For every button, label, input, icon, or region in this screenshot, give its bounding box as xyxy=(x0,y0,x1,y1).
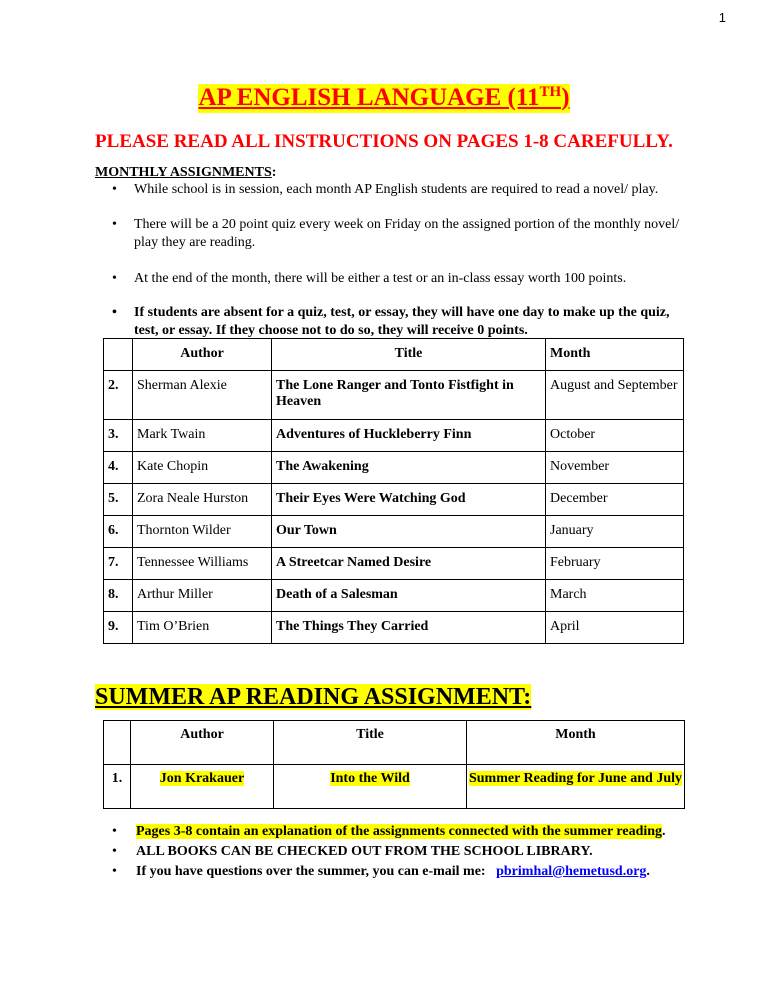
table-row xyxy=(104,452,684,484)
table-row xyxy=(104,580,684,612)
row-month: August and September xyxy=(546,371,684,420)
table-header-num xyxy=(104,339,133,371)
final-bullet: • ALL BOOKS CAN BE CHECKED OUT FROM THE SCHOOL LIBRARY. xyxy=(112,843,712,863)
page-title xyxy=(0,84,768,113)
table-row xyxy=(104,420,684,452)
summer-reading-heading xyxy=(95,684,531,711)
row-title: Our Town xyxy=(272,516,546,548)
table-header-title: Title xyxy=(272,339,546,371)
row-author: Tim O’Brien xyxy=(133,612,272,644)
row-author: Mark Twain xyxy=(133,420,272,452)
row-month: November xyxy=(546,452,684,484)
monthly-bullet: • If students are absent for a quiz, test, or essay, they will have one day to make up the quiz, test, or essay. If they choose not to do so, they will receive 0 points. xyxy=(112,304,692,340)
table-header-row xyxy=(104,721,685,765)
monthly-bullet: • There will be a 20 point quiz every week on Friday on the assigned portion of the monthly novel/ play they are reading. xyxy=(112,216,692,252)
row-title: Death of a Salesman xyxy=(272,580,546,612)
contact-text: If you have questions over the summer, you can e-mail me: xyxy=(136,864,486,879)
row-author: Kate Chopin xyxy=(133,452,272,484)
table-header-month: Month xyxy=(546,339,684,371)
row-number: 5. xyxy=(104,484,133,516)
email-link[interactable]: pbrimhal@hemetusd.org xyxy=(496,864,647,879)
bullet-period: . xyxy=(662,824,666,839)
table-header-num xyxy=(104,721,131,765)
summer-heading-text: SUMMER AP READING ASSIGNMENT: xyxy=(95,684,532,710)
title-text: AP ENGLISH LANGUAGE (11 xyxy=(198,84,540,111)
monthly-bullet: • At the end of the month, there will be either a test or an in-class essay worth 100 points. xyxy=(112,270,692,288)
final-bullet-list xyxy=(112,823,712,883)
bullet-period: . xyxy=(646,864,650,879)
summer-author: Jon Krakauer xyxy=(159,771,245,786)
row-number: 2. xyxy=(104,371,133,420)
row-title xyxy=(274,765,467,809)
row-month xyxy=(467,765,685,809)
final-bullet xyxy=(112,823,712,843)
row-author xyxy=(131,765,274,809)
instructions-banner: PLEASE READ ALL INSTRUCTIONS ON PAGES 1-8 CAREFULLY. xyxy=(95,131,673,152)
row-title: The Awakening xyxy=(272,452,546,484)
row-author: Tennessee Williams xyxy=(133,548,272,580)
row-number: 3. xyxy=(104,420,133,452)
row-author: Zora Neale Hurston xyxy=(133,484,272,516)
table-row xyxy=(104,548,684,580)
summer-explanation-text: Pages 3-8 contain an explanation of the assignments connected with the summer reading xyxy=(136,824,663,839)
monthly-heading-colon: : xyxy=(271,165,277,180)
table-row xyxy=(104,371,684,420)
row-number: 7. xyxy=(104,548,133,580)
row-number xyxy=(104,765,131,809)
table-header-month: Month xyxy=(467,721,685,765)
row-month: December xyxy=(546,484,684,516)
row-month: March xyxy=(546,580,684,612)
table-header-row xyxy=(104,339,684,371)
row-title: The Lone Ranger and Tonto Fistfight in Heaven xyxy=(272,371,546,420)
table-row xyxy=(104,765,685,809)
row-author: Sherman Alexie xyxy=(133,371,272,420)
table-header-author: Author xyxy=(133,339,272,371)
row-author: Thornton Wilder xyxy=(133,516,272,548)
row-number: 9. xyxy=(104,612,133,644)
row-number: 6. xyxy=(104,516,133,548)
row-number: 4. xyxy=(104,452,133,484)
row-title: Adventures of Huckleberry Finn xyxy=(272,420,546,452)
table-header-title: Title xyxy=(274,721,467,765)
monthly-bullet: • While school is in session, each month AP English students are required to read a novel/ play. xyxy=(112,181,692,199)
title-close: ) xyxy=(561,84,570,111)
table-row xyxy=(104,516,684,548)
title-superscript: TH xyxy=(539,84,562,100)
row-number: 8. xyxy=(104,580,133,612)
table-row xyxy=(104,484,684,516)
page-number: 1 xyxy=(718,10,726,25)
monthly-heading-text: MONTHLY ASSIGNMENTS xyxy=(95,165,272,180)
row-month: January xyxy=(546,516,684,548)
summer-title: Into the Wild xyxy=(330,771,410,786)
row-author: Arthur Miller xyxy=(133,580,272,612)
row-title: A Streetcar Named Desire xyxy=(272,548,546,580)
table-row xyxy=(104,612,684,644)
row-title: The Things They Carried xyxy=(272,612,546,644)
row-month: February xyxy=(546,548,684,580)
monthly-books-table xyxy=(103,338,684,644)
final-bullet xyxy=(112,863,712,883)
monthly-assignments-heading xyxy=(95,165,276,181)
summer-reading-table xyxy=(103,720,685,809)
table-header-author: Author xyxy=(131,721,274,765)
summer-row-number: 1. xyxy=(111,771,123,786)
row-title: Their Eyes Were Watching God xyxy=(272,484,546,516)
row-month: April xyxy=(546,612,684,644)
row-month: October xyxy=(546,420,684,452)
summer-month: Summer Reading for June and July xyxy=(468,771,682,786)
